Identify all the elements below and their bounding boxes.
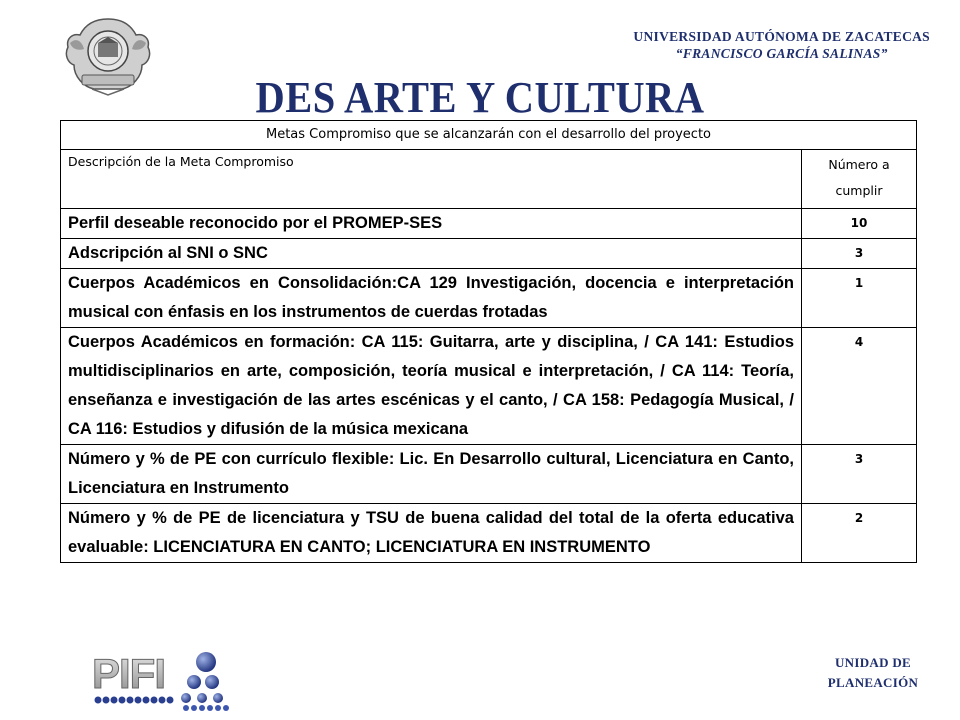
planning-unit-line2: PLANEACIÓN: [827, 675, 919, 690]
metas-table: [60, 120, 917, 563]
column-header-description: Descripción de la Meta Compromiso: [61, 150, 802, 209]
row-description: Número y % de PE con currículo flexible: Lic. En Desarrollo cultural, Licenciatura en Canto, Licenciatura en Instrumento: [61, 445, 802, 504]
column-header-number: Número a cumplir: [802, 150, 917, 209]
table-header-row: [61, 150, 917, 209]
row-number: 3: [802, 239, 917, 269]
row-number: 4: [802, 328, 917, 445]
table-row: [61, 239, 917, 269]
table-row: [61, 269, 917, 328]
table-row: [61, 445, 917, 504]
row-description: Adscripción al SNI o SNC: [61, 239, 802, 269]
row-number: 2: [802, 504, 917, 563]
row-number: 3: [802, 445, 917, 504]
row-description: Perfil deseable reconocido por el PROMEP-SES: [61, 209, 802, 239]
table-row: [61, 328, 917, 445]
planning-unit-line1: UNIDAD DE: [834, 655, 911, 670]
table-row: [61, 209, 917, 239]
university-subtitle: “FRANCISCO GARCÍA SALINAS”: [675, 46, 888, 61]
university-title: UNIVERSIDAD AUTÓNOMA DE ZACATECAS: [633, 29, 930, 44]
planning-unit: [818, 653, 928, 693]
row-description: Número y % de PE de licenciatura y TSU de buena calidad del total de la oferta educativa evaluable: LICENCIATURA EN CANTO; LICENCIATURA EN INSTRUMENTO: [61, 504, 802, 563]
table-caption: Metas Compromiso que se alcanzarán con el desarrollo del proyecto: [61, 121, 917, 150]
university-name: [633, 28, 930, 62]
page-title: DES ARTE Y CULTURA: [255, 73, 705, 122]
table-row: [61, 504, 917, 563]
table-caption-row: [61, 121, 917, 150]
row-description: Cuerpos Académicos en formación: CA 115: Guitarra, arte y disciplina, / CA 141: Estudios multidisciplinarios en arte, composición, teoría musical e interpretación, / CA 114: Teoría, enseñanza e investigación de las artes escénicas y el canto, / CA 158: Pedagogía Musical, / CA 116: Estudios y difusión de la música mexicana: [61, 328, 802, 445]
pifi-logo-text: PIFI: [92, 650, 166, 697]
row-number: 10: [802, 209, 917, 239]
row-description: Cuerpos Académicos en Consolidación:CA 129 Investigación, docencia e interpretación musical con énfasis en los instrumentos de cuerdas frotadas: [61, 269, 802, 328]
pifi-logo-icon: [90, 650, 260, 712]
row-number: 1: [802, 269, 917, 328]
